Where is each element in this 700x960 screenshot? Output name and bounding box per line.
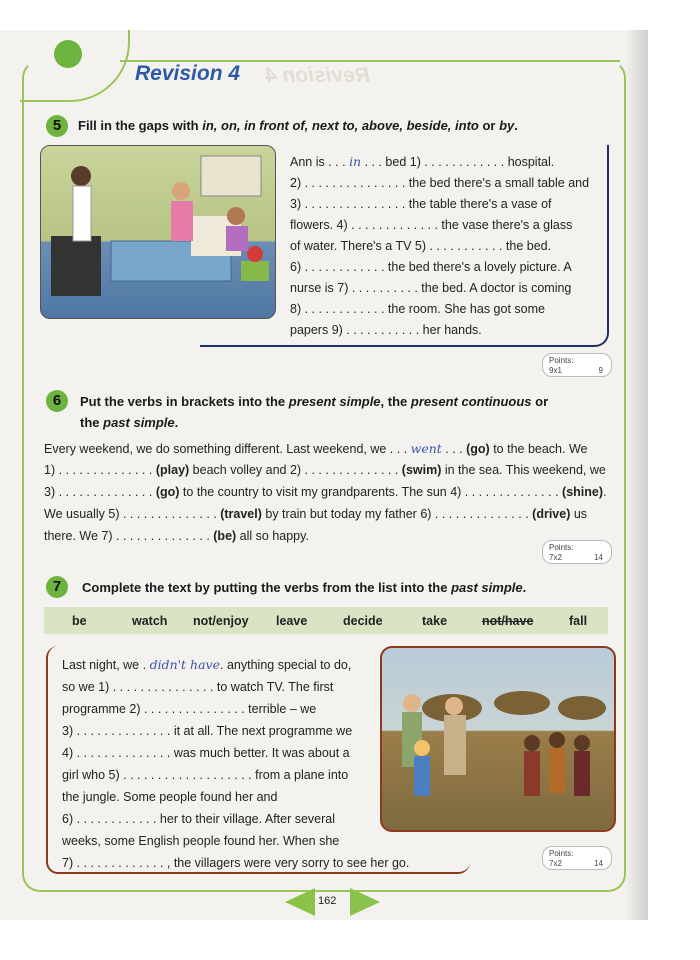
page-number: 162 <box>318 895 337 907</box>
verb-prompt: (go) <box>155 485 180 499</box>
verb-prompt: (travel) <box>220 507 262 521</box>
points-label: Points: <box>549 849 574 858</box>
exercise-7-heading <box>82 580 526 595</box>
ex7-line: so we 1) . . . . . . . . . . . . . . . to watch TV. The first <box>62 680 334 694</box>
points-label: Points: <box>549 356 574 365</box>
heading-emph: present simple <box>288 394 381 409</box>
verb-item-used: not/have <box>482 614 534 628</box>
verb-prompt: (drive) <box>532 507 571 521</box>
ex7-line: 6) . . . . . . . . . . . . her to their village. After several <box>62 812 336 826</box>
points-box-5 <box>542 353 612 377</box>
ex7-line <box>62 657 351 672</box>
points-formula: 9x1 <box>549 366 562 375</box>
ex7-line: 4) . . . . . . . . . . . . . . was much better. It was about a <box>62 746 350 760</box>
ex5-line: flowers. 4) . . . . . . . . . . . . . the vase there's a glass <box>290 218 573 232</box>
ex7-line: weeks, some English people found her. When she <box>62 834 340 848</box>
verb-prompt: (be) <box>213 529 237 543</box>
heading-emph: present continuous <box>410 394 532 409</box>
village-scene-svg <box>382 648 614 830</box>
points-label: Points: <box>549 543 574 552</box>
handwritten-answer: didn't have <box>149 657 221 672</box>
heading-text: or <box>531 394 549 409</box>
text: in the sea. This weekend, we <box>441 463 606 477</box>
verb-item: not/enjoy <box>193 614 249 628</box>
ex5-line: 6) . . . . . . . . . . . . the bed there's a lovely picture. A <box>290 260 572 274</box>
verb-item: watch <box>132 614 168 628</box>
points-box-7 <box>542 846 612 870</box>
text: . . . bed 1) . . . . . . . . . . . . hospital. <box>361 155 555 169</box>
page-nav-left-decoration <box>285 888 315 916</box>
text: beach volley and 2) . . . . . . . . . . . . . . <box>189 463 402 477</box>
ex5-line: 3) . . . . . . . . . . . . . . . the table there's a vase of <box>290 197 552 211</box>
handwritten-answer: went <box>410 441 442 456</box>
text: . <box>603 485 607 499</box>
exercise-7-number: 7 <box>46 576 68 598</box>
verb-prompt: (swim) <box>401 463 442 477</box>
points-formula: 7x2 <box>549 859 562 868</box>
text: . . . <box>441 442 467 456</box>
text: Last night, we . <box>62 658 150 672</box>
heading-text: or <box>478 118 500 133</box>
text: all so happy. <box>236 529 309 543</box>
ex5-line: 8) . . . . . . . . . . . . the room. She has got some <box>290 302 545 316</box>
points-total: 14 <box>594 553 603 562</box>
handwritten-answer: in <box>349 154 362 169</box>
ex5-line <box>290 154 554 169</box>
verb-prompt: (go) <box>466 442 490 456</box>
text: to the country to visit my grandparents. The sun 4) . . . . . . . . . . . . . . <box>179 485 563 499</box>
green-circle-icon <box>54 40 82 68</box>
heading-text: Put the verbs in brackets into the <box>80 394 289 409</box>
ex7-line: 7) . . . . . . . . . . . . . , the villagers were very sorry to see her go. <box>62 856 410 870</box>
text: to the beach. We <box>489 442 588 456</box>
ex5-line: 2) . . . . . . . . . . . . . . . the bed there's a small table and <box>290 176 590 190</box>
verb-item: take <box>422 614 448 628</box>
exercise-6-number: 6 <box>46 390 68 412</box>
page-title-ghost: Revision 4 <box>265 64 371 87</box>
text: Every weekend, we do something different. Last weekend, we . . . <box>44 442 411 456</box>
heading-emph: past simple <box>451 580 523 595</box>
heading-text: . <box>514 118 518 133</box>
text: 1) . . . . . . . . . . . . . . <box>44 463 156 477</box>
points-formula: 7x2 <box>549 553 562 562</box>
ex7-line: the jungle. Some people found her and <box>62 790 278 804</box>
points-total: 9 <box>598 366 603 375</box>
heading-text: , the <box>380 394 411 409</box>
verb-item: decide <box>343 614 383 628</box>
text: there. We 7) . . . . . . . . . . . . . . <box>44 529 214 543</box>
ex7-line: 3) . . . . . . . . . . . . . . it at all. The next programme we <box>62 724 353 738</box>
hospital-scene-svg <box>41 146 275 318</box>
heading-text: . <box>174 415 179 430</box>
heading-emph: in, on, in front of, next to, above, beside, into <box>202 118 479 133</box>
page-title: Revision 4 <box>135 62 241 85</box>
text: us <box>570 507 588 521</box>
exercise-5-number: 5 <box>46 115 68 137</box>
hospital-illustration <box>40 145 276 319</box>
ex7-line: programme 2) . . . . . . . . . . . . . . . terrible – we <box>62 702 317 716</box>
heading-emph: past simple <box>103 415 175 430</box>
ex7-line: girl who 5) . . . . . . . . . . . . . . . . . . . from a plane into <box>62 768 349 782</box>
points-box-6 <box>542 540 612 564</box>
heading-emph: by <box>499 118 515 133</box>
text: . anything special to do, <box>220 658 352 672</box>
page-nav-right-decoration <box>350 888 380 916</box>
page-edge-shadow <box>625 30 648 920</box>
ex5-line: of water. There's a TV 5) . . . . . . . . . . . the bed. <box>290 239 552 253</box>
ex5-line: papers 9) . . . . . . . . . . . her hands. <box>290 323 482 337</box>
jungle-village-illustration <box>380 646 616 832</box>
ex6-line <box>44 529 309 543</box>
heading-text: Fill in the gaps with <box>78 118 203 133</box>
exercise-5-heading <box>78 118 518 133</box>
exercise-6-heading <box>80 394 548 409</box>
ex6-line <box>44 485 607 499</box>
ex5-line: nurse is 7) . . . . . . . . . . the bed. A doctor is coming <box>290 281 572 295</box>
text: Ann is . . . <box>290 155 350 169</box>
points-total: 14 <box>594 859 603 868</box>
ex6-line <box>44 507 587 521</box>
exercise-6-heading-line2 <box>80 415 178 430</box>
heading-text: the <box>80 415 104 430</box>
text: by train but today my father 6) . . . . . . . . . . . . . . <box>261 507 533 521</box>
ex6-line <box>44 463 606 477</box>
text: 3) . . . . . . . . . . . . . . <box>44 485 156 499</box>
heading-text: Complete the text by putting the verbs from the list into the <box>82 580 452 595</box>
verb-item: fall <box>569 614 588 628</box>
verb-item: be <box>72 614 87 628</box>
ex6-line <box>44 441 587 456</box>
verb-item: leave <box>276 614 308 628</box>
verb-prompt: (play) <box>155 463 190 477</box>
text: We usually 5) . . . . . . . . . . . . . . <box>44 507 221 521</box>
heading-text: . <box>522 580 527 595</box>
verb-prompt: (shine) <box>562 485 604 499</box>
